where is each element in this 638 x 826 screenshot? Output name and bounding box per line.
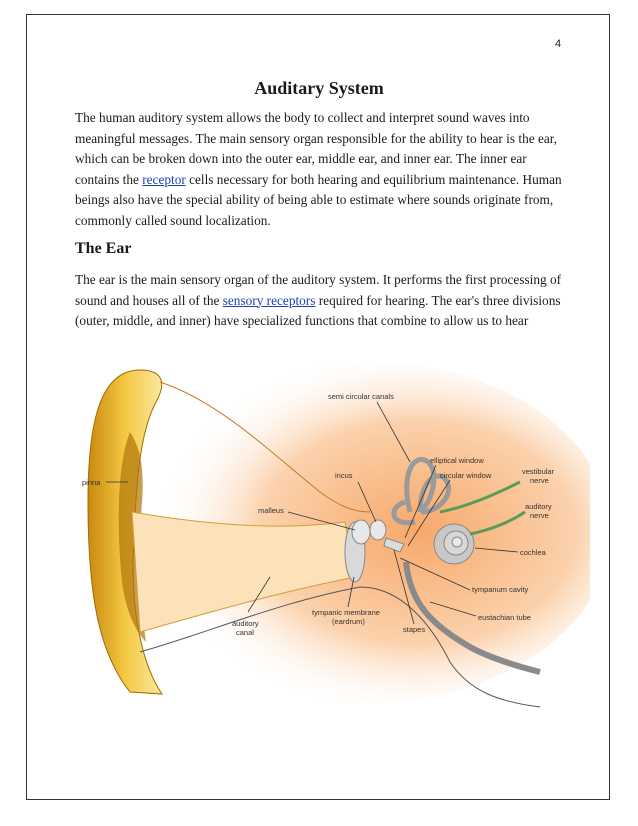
label-stapes: stapes bbox=[403, 625, 426, 634]
label-pinna: pinna bbox=[82, 478, 101, 487]
ear-paragraph bbox=[75, 270, 571, 332]
label-tympanic-membrane-2: (eardrum) bbox=[332, 617, 365, 626]
label-vestibular-nerve-1: vestibular bbox=[522, 467, 555, 476]
label-elliptical-window: elliptical window bbox=[430, 456, 484, 465]
label-circular-window: circular window bbox=[440, 471, 492, 480]
label-cochlea: cochlea bbox=[520, 548, 546, 557]
label-auditory-canal-1: auditory bbox=[232, 619, 259, 628]
incus-shape bbox=[370, 520, 386, 540]
page-title: Auditary System bbox=[254, 78, 384, 98]
sensory-receptors-link[interactable]: sensory receptors bbox=[222, 292, 316, 308]
label-auditory-nerve-2: nerve bbox=[530, 511, 549, 520]
receptor-link[interactable]: receptor bbox=[142, 171, 186, 187]
ear-text-2: required for hearing. The ear's three divisions (outer, middle, and inner) have specialized functions that combine to allow us to hear bbox=[75, 292, 561, 329]
intro-paragraph bbox=[75, 108, 571, 232]
label-malleus: malleus bbox=[258, 506, 284, 515]
ear-text-1: The ear is the main sensory organ of the auditory system. It performs the first processing of sound and houses all of the bbox=[75, 272, 562, 308]
label-eustachian-tube: eustachian tube bbox=[478, 613, 531, 622]
label-tympanum-cavity: tympanum cavity bbox=[472, 585, 529, 594]
label-vestibular-nerve-2: nerve bbox=[530, 476, 549, 485]
label-auditory-canal-2: canal bbox=[236, 628, 254, 637]
section-heading-the-ear: The Ear bbox=[75, 240, 132, 257]
label-semi-circular-canals: semi circular canals bbox=[328, 392, 394, 401]
intro-text-2: cells necessary for both hearing and equilibrium maintenance. Human beings also have the special ability of being able to estimate where sounds originate from, commonly called sound localization. bbox=[75, 171, 562, 228]
label-auditory-nerve-1: auditory bbox=[525, 502, 552, 511]
page-number: 4 bbox=[555, 38, 562, 50]
label-incus: incus bbox=[335, 471, 353, 480]
intro-text-1: The human auditory system allows the body to collect and interpret sound waves into meaningful messages. The main sensory organ responsible for the ability to hear is the ear, which can be broken down into the outer ear, middle ear, and inner ear. The inner ear contains the bbox=[75, 110, 557, 187]
cochlea-inner bbox=[452, 537, 462, 547]
ear-anatomy-diagram bbox=[70, 362, 590, 712]
label-tympanic-membrane-1: tympanic membrane bbox=[312, 608, 380, 617]
malleus-shape bbox=[352, 520, 370, 544]
